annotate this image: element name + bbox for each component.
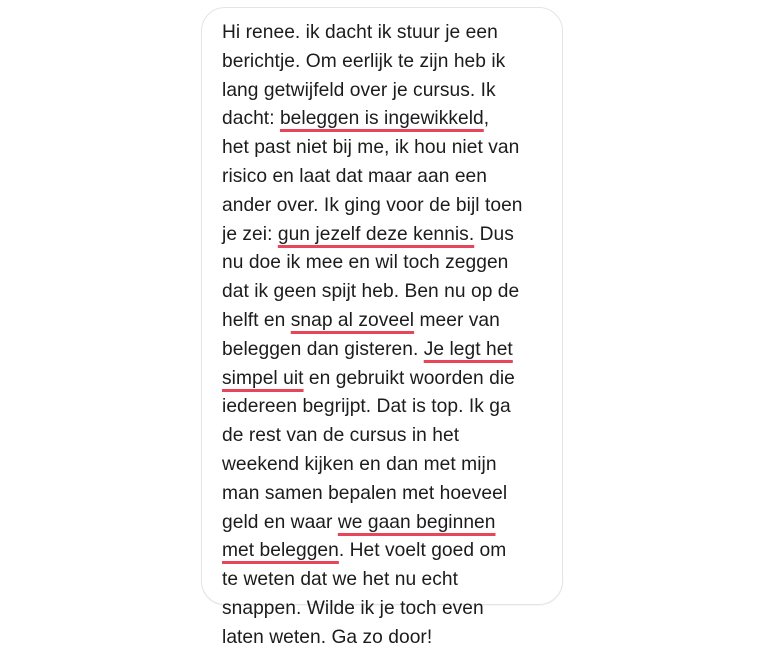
highlighted-phrase: snap al zoveel (290, 309, 415, 331)
message-line (222, 537, 552, 566)
message-text-segment: en gebruikt woorden die (303, 367, 515, 389)
message-line (222, 278, 552, 307)
message-text-segment: te weten dat we het nu echt (222, 569, 459, 591)
message-line (222, 365, 552, 394)
highlighted-phrase: simpel uit (222, 367, 304, 389)
message-text-segment: dat ik geen spijt heb. Ben nu op de (222, 281, 520, 303)
highlighted-phrase: Je legt het (423, 338, 513, 360)
message-line (222, 480, 552, 509)
highlighted-phrase: gun jezelf deze kennis. (277, 223, 475, 245)
message-text (222, 19, 552, 653)
message-line (222, 163, 552, 192)
message-text-segment: de rest van de cursus in het (222, 425, 460, 447)
message-line (222, 393, 552, 422)
message-text-segment: Hi renee. ik dacht ik stuur je een (222, 22, 498, 43)
message-text-segment: Dus (474, 223, 514, 245)
message-line (222, 48, 552, 77)
message-text-segment: iedereen begrijpt. Dat is top. Ik ga (222, 396, 511, 418)
message-text-segment: beleggen dan gisteren. (222, 338, 424, 360)
message-text-segment: dacht: (222, 108, 280, 130)
message-line (222, 566, 552, 595)
message-line (222, 77, 552, 106)
message-text-segment: snappen. Wilde ik je toch even (222, 597, 484, 619)
message-text-segment: , (483, 108, 490, 130)
message-line (222, 595, 552, 624)
message-text-segment: risico en laat dat maar aan een (222, 165, 488, 187)
message-text-segment: . Het voelt goed om (338, 540, 507, 562)
message-text-segment: ander over. Ik ging voor de bijl toen (222, 194, 523, 216)
message-text-segment: lang getwijfeld over je cursus. Ik (222, 79, 496, 101)
message-line (222, 509, 552, 538)
message-text-segment: weekend kijken en dan met mijn (222, 453, 497, 475)
message-text-segment: je zei: (222, 223, 278, 245)
message-line (222, 105, 552, 134)
message-line (222, 422, 552, 451)
message-text-segment: helft en (222, 309, 291, 331)
message-line (222, 134, 552, 163)
highlighted-phrase: beleggen is ingewikkeld (279, 108, 484, 130)
message-line (222, 307, 552, 336)
message-text-segment: man samen bepalen met hoeveel (222, 482, 508, 504)
message-line (222, 624, 552, 653)
message-text-segment: nu doe ik mee en wil toch zeggen (222, 252, 509, 274)
message-text-segment: laten weten. Ga zo door! (222, 626, 433, 648)
message-text-segment: geld en waar (222, 511, 338, 533)
message-text-segment: meer van (414, 309, 500, 331)
message-bubble (201, 7, 563, 648)
message-line (222, 451, 552, 480)
message-line (222, 19, 552, 48)
message-line (222, 249, 552, 278)
message-line (222, 221, 552, 250)
message-text-segment: berichtje. Om eerlijk te zijn heb ik (222, 50, 506, 72)
message-text-segment: het past niet bij me, ik hou niet van (222, 137, 520, 159)
message-line (222, 192, 552, 221)
message-line (222, 336, 552, 365)
highlighted-phrase: met beleggen (222, 540, 339, 562)
highlighted-phrase: we gaan beginnen (337, 511, 496, 533)
